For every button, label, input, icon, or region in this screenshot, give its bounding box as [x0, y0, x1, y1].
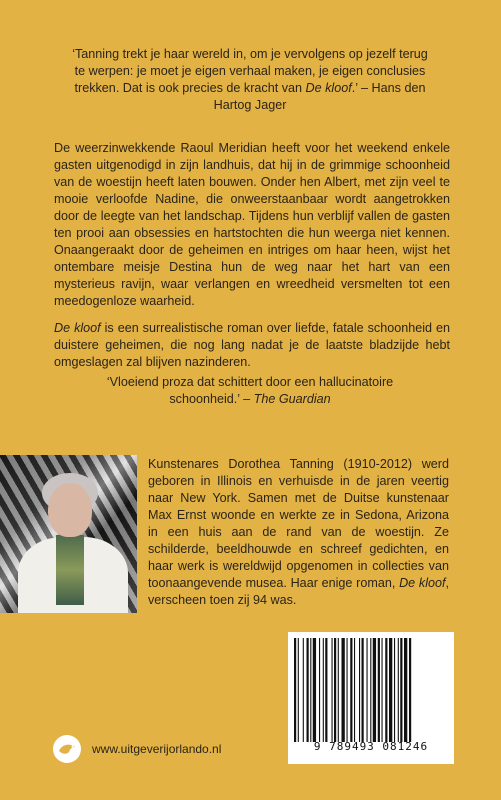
blurb-paragraph-1: De weerzinwekkende Raoul Meridian heeft voor het weekend enkele gasten uitgenodigd in zijn landhuis, dat hij in de grimmige schoonheid van de woestijn heeft laten bouwen. Onder hen Albert, met zijn veel te mooie verloofde Nadine, die onweerstaanbaar wordt aangetrokken door de leegte van het landschap. Tijdens hun verblijf vallen de gasten ten prooi aan obsessies en hartstochten die hun weerga niet kennen. Onaangeraakt door de geheimen en intriges om haar heen, wijst het ontembare meisje Destina hun de weg naar het hart van een mysterieus ravijn, waar verlangen en wreedheid versmelten tot een meedogenloze waarheid.: [54, 141, 450, 308]
bio-text: Kunstenares Dorothea Tanning (1910-2012) werd geboren in Illinois en verhuisde in de jaren veertig naar New York. Samen met de Duitse kunstenaar Max Ernst woonde en werkte ze in Sedona, Arizona in een huis aan de rand van de woestijn. Ze schilderde, beeldhouwde en schreef gedichten, en haar werk is wereldwijd opgenomen in collecties van toonaangevende musea. Haar enige roman,: [148, 457, 449, 590]
photo-scarf: [56, 535, 84, 605]
book-blurb: [54, 140, 450, 381]
top-quote-attribution: .’ – Hans den Hartog Jager: [213, 81, 426, 112]
guardian-quote: [90, 374, 410, 408]
barcode-bar: [332, 638, 333, 742]
blurb-title: De kloof: [54, 321, 101, 335]
blurb-paragraph-2: [54, 320, 450, 371]
barcode-bar: [398, 638, 399, 742]
barcode-bar: [325, 638, 327, 742]
guardian-quote-text: ‘Vloeiend proza dat schittert door een hallucinatoire schoonheid.’ –: [106, 375, 394, 406]
bio-text-end: , verscheen toen zij 94 was.: [148, 576, 450, 607]
barcode-bar: [338, 638, 339, 742]
barcode-bar: [294, 638, 296, 742]
top-quote-title: De kloof: [305, 81, 352, 95]
guardian-quote-source: The Guardian: [253, 392, 331, 406]
barcode-bar: [373, 638, 376, 742]
photo-face: [48, 483, 92, 537]
bio-title: De kloof: [399, 576, 446, 590]
blurb-paragraph-2-text: is een surrealistische roman over liefde, fatale schoonheid en duistere geheimen, die nog lang nadat je de laatste bladzijde hebt omgeslagen zal blijven nazinderen.: [54, 321, 450, 369]
barcode-digits: 9 789493 081246: [313, 740, 429, 753]
author-photo: [0, 455, 137, 613]
barcode-bar: [370, 638, 371, 742]
publisher-footer: [52, 734, 221, 764]
barcode-bar: [382, 638, 383, 742]
barcode-bar: [378, 638, 380, 742]
top-quote: [70, 46, 430, 114]
barcode-bar: [367, 638, 368, 742]
barcode-bar: [298, 638, 299, 742]
barcode-bar: [362, 638, 364, 742]
barcode-box: [288, 632, 454, 764]
barcode-bar: [342, 638, 345, 742]
barcode-bar: [323, 638, 324, 742]
barcode-bar: [404, 638, 407, 742]
barcode-bar: [359, 638, 360, 742]
top-quote-text: ‘Tanning trekt je haar wereld in, om je vervolgens op jezelf terug te werpen: je moet je eigen verhaal maken, je eigen conclusies trekken. Dat is ook precies de kracht van: [72, 47, 428, 95]
barcode-bar: [350, 638, 352, 742]
barcode-bar: [385, 638, 387, 742]
barcode-bar: [313, 638, 316, 742]
barcode-bar: [307, 638, 309, 742]
barcode-bar: [354, 638, 355, 742]
barcode-bar: [389, 638, 392, 742]
barcode: [292, 638, 450, 742]
barcode-bar: [310, 638, 311, 742]
barcode-bar: [334, 638, 336, 742]
barcode-bar: [303, 638, 304, 742]
author-bio: [148, 456, 449, 609]
barcode-bar: [347, 638, 348, 742]
bird-logo-icon: [52, 734, 82, 764]
barcode-bar: [394, 638, 395, 742]
publisher-website[interactable]: www.uitgeverijorlando.nl: [92, 742, 222, 756]
barcode-bar: [400, 638, 402, 742]
barcode-bar: [409, 638, 411, 742]
barcode-bar: [319, 638, 320, 742]
